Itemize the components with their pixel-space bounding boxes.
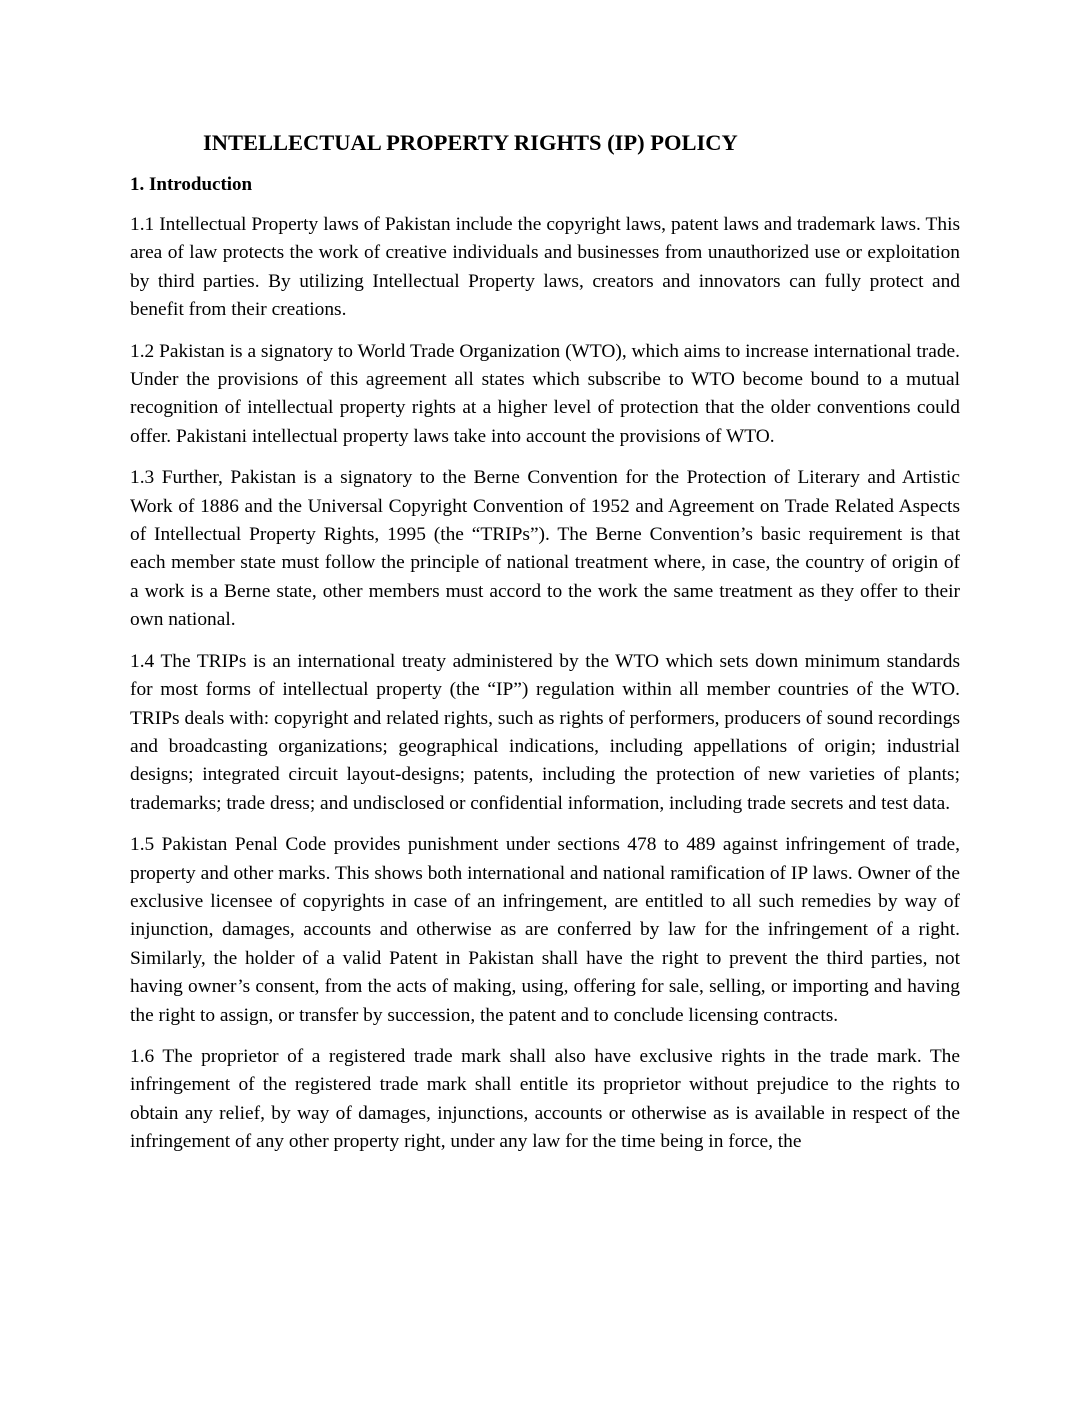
document-title: INTELLECTUAL PROPERTY RIGHTS (IP) POLICY xyxy=(203,130,738,155)
document-page xyxy=(130,128,960,1157)
paragraph-1-2: 1.2 Pakistan is a signatory to World Trade Organization (WTO), which aims to increase international trade. Under the provisions of this agreement all states which subscribe to WTO become bound to a mutual recognition of intellectual property rights at a higher level of protection that the older conventions could offer. Pakistani intellectual property laws take into account the provisions of WTO. xyxy=(130,340,960,447)
paragraph-1-1: 1.1 Intellectual Property laws of Pakistan include the copyright laws, patent laws and trademark laws. This area of law protects the work of creative individuals and businesses from unauthorized use or exploitation by third parties. By utilizing Intellectual Property laws, creators and innovators can fully protect and benefit from their creations. xyxy=(130,214,960,321)
paragraph-1-4: 1.4 The TRIPs is an international treaty administered by the WTO which sets down minimum standards for most forms of intellectual property (the “IP”) regulation within all member countries of the WTO. TRIPs deals with: copyright and related rights, such as rights of performers, producers of sound recordings and broadcasting organizations; geographical indications, including appellations of origin; industrial designs; integrated circuit layout-designs; patents, including the protection of new varieties of plants; trademarks; trade dress; and undisclosed or confidential information, including trade secrets and test data. xyxy=(130,650,960,814)
paragraph-1-3: 1.3 Further, Pakistan is a signatory to the Berne Convention for the Protection of Literary and Artistic Work of 1886 and the Universal Copyright Convention of 1952 and Agreement on Trade Related Aspects of Intellectual Property Rights, 1995 (the “TRIPs”). The Berne Convention’s basic requirement is that each member state must follow the principle of national treatment where, in case, the country of origin of a work is a Berne state, other members must accord to the work the same treatment as they offer to their own national. xyxy=(130,467,960,631)
paragraph-1-5: 1.5 Pakistan Penal Code provides punishment under sections 478 to 489 against infringement of trade, property and other marks. This shows both international and national ramification of IP laws. Owner of the exclusive licensee of copyrights in case of an infringement, are entitled to all such remedies by way of injunction, damages, accounts and otherwise as are conferred by law for the infringement of a right. Similarly, the holder of a valid Patent in Pakistan shall have the right to prevent the third parties, not having owner’s consent, from the acts of making, using, offering for sale, selling, or importing and having the right to assign, or transfer by succession, the patent and to conclude licensing contracts. xyxy=(130,834,960,1026)
section-heading-introduction: 1. Introduction xyxy=(130,174,253,195)
paragraph-1-6: 1.6 The proprietor of a registered trade mark shall also have exclusive rights in the trade mark. The infringement of the registered trade mark shall entitle its proprietor without prejudice to the rights to obtain any relief, by way of damages, injunctions, accounts or otherwise as is available in respect of the infringement of any other property right, under any law for the time being in force, the xyxy=(130,1045,960,1153)
